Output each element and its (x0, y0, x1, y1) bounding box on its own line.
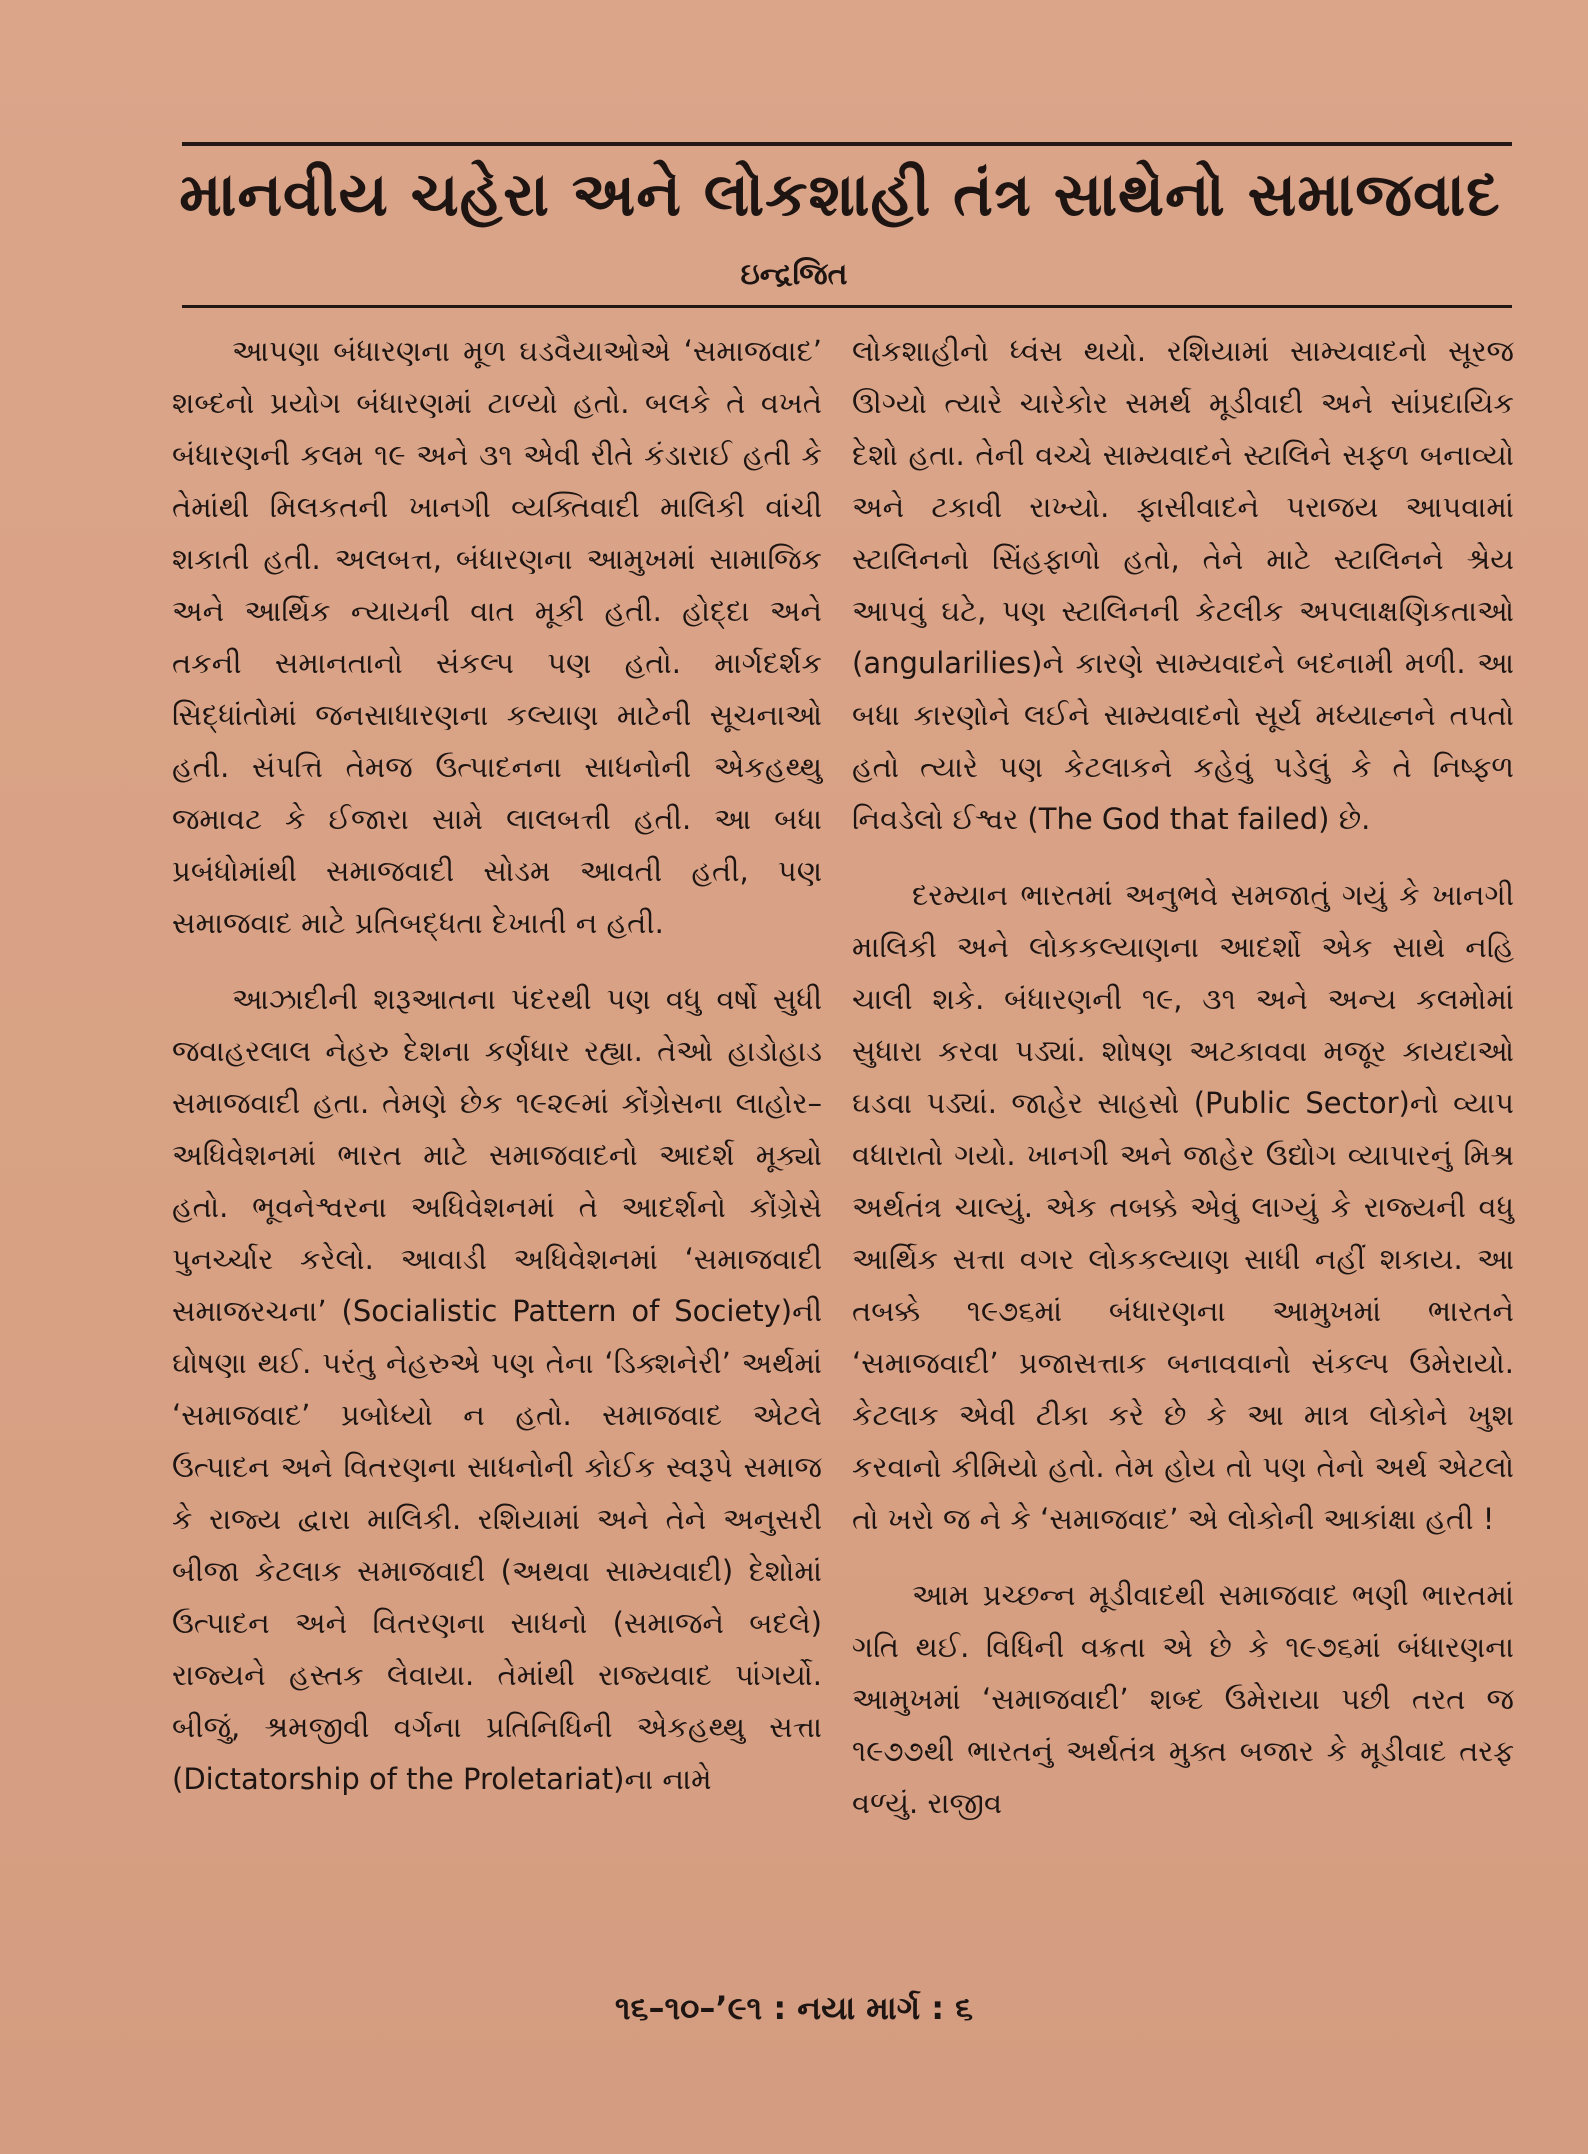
article-title: માનવીય ચહેરા અને લોકશાહી તંત્ર સાથેનો સમાજવાદ (179, 160, 1501, 230)
left-column (172, 325, 822, 1960)
paragraph: આમ પ્રચ્છન્ન મૂડીવાદથી સમાજવાદ ભણી ભારતમાં ગતિ થઈ. વિધિની વક્રતા એ છે કે ૧૯૭૬માં બંધારણના આમુખમાં ‘સમાજવાદી’ શબ્દ ઉમેરાયા પછી તરત જ ૧૯૭૭થી ભારતનું અર્થતંત્ર મુક્ત બજાર કે મૂડીવાદ તરફ વળ્યું. રાજીવ (852, 1578, 1514, 1820)
top-rule (182, 142, 1512, 146)
right-column (852, 325, 1514, 1960)
title-rule (182, 305, 1512, 308)
paragraph: આઝાદીની શરૂઆતના પંદરથી પણ વધુ વર્ષો સુધી જવાહરલાલ નેહરુ દેશના કર્ણધાર રહ્યા. તેઓ હાડોહાડ સમાજવાદી હતા. તેમણે છેક ૧૯૨૯માં કોંગ્રેસના લાહોર–અધિવેશનમાં ભારત માટે સમાજવાદનો આદર્શ મૂક્યો હતો. ભૂવનેશ્વરના અધિવેશનમાં તે આદર્શનો કોંગ્રેસે પુનર્ચ્ચાર કરેલો. આવાડી અધિવેશનમાં ‘સમાજવાદી સમાજરચના’ (Socialistic Pattern of Society)ની ઘોષણા થઈ. પરંતુ નેહરુએ પણ તેના ‘ડિક્શનેરી’ અર્થમાં ‘સમાજવાદ’ પ્રબોધ્યો ન હતો. સમાજવાદ એટલે ઉત્પાદન અને વિતરણના સાધનોની કોઈક સ્વરૂપે સમાજ કે રાજ્ય દ્વારા માલિકી. રશિયામાં અને તેને અનુસરી બીજા કેટલાક સમાજવાદી (અથવા સામ્યવાદી) દેશોમાં ઉત્પાદન અને વિતરણના સાધનો (સમાજને બદલે) રાજ્યને હસ્તક લેવાયા. તેમાંથી રાજ્યવાદ પાંગર્યો. બીજું, શ્રમજીવી વર્ગના પ્રતિનિધિની એકહથ્થુ સત્તા (Dictatorship of the Proletariat)ના નામે (172, 982, 822, 1796)
paragraph: લોકશાહીનો ધ્વંસ થયો. રશિયામાં સામ્યવાદનો સૂરજ ઊગ્યો ત્યારે ચારેકોર સમર્થ મૂડીવાદી અને સાંપ્રદાયિક દેશો હતા. તેની વચ્ચે સામ્યવાદને સ્ટાલિને સફળ બનાવ્યો અને ટકાવી રાખ્યો. ફાસીવાદને પરાજય આપવામાં સ્ટાલિનનો સિંહફાળો હતો, તેને માટે સ્ટાલિનને શ્રેય આપવું ઘટે, પણ સ્ટાલિનની કેટલીક અપલાક્ષણિકતાઓ (angularilies)ને કારણે સામ્યવાદને બદનામી મળી. આ બધા કારણોને લઈને સામ્યવાદનો સૂર્ય મધ્યાહ્નને તપતો હતો ત્યારે પણ કેટલાકને કહેવું પડેલું કે તે નિષ્ફળ નિવડેલો ઈશ્વર (The God that failed) છે. (852, 334, 1514, 836)
paragraph: આપણા બંધારણના મૂળ ઘડવૈયાઓએ ‘સમાજવાદ’ શબ્દનો પ્રયોગ બંધારણમાં ટાળ્યો હતો. બલકે તે વખતે બંધારણની કલમ ૧૯ અને ૩૧ એવી રીતે કંડારાઈ હતી કે તેમાંથી મિલકતની ખાનગી વ્યક્તિવાદી માલિકી વાંચી શકાતી હતી. અલબત્ત, બંધારણના આમુખમાં સામાજિક અને આર્થિક ન્યાયની વાત મૂકી હતી. હોદ્દા અને તકની સમાનતાનો સંકલ્પ પણ હતો. માર્ગદર્શક સિદ્ધાંતોમાં જનસાધારણના કલ્યાણ માટેની સૂચનાઓ હતી. સંપત્તિ તેમજ ઉત્પાદનના સાધનોની એકહથ્થુ જમાવટ કે ઈજારા સામે લાલબત્તી હતી. આ બધા પ્રબંધોમાંથી સમાજવાદી સોડમ આવતી હતી, પણ સમાજવાદ માટે પ્રતિબદ્ધતા દેખાતી ન હતી. (172, 334, 822, 940)
paragraph: દરમ્યાન ભારતમાં અનુભવે સમજાતું ગયું કે ખાનગી માલિકી અને લોકકલ્યાણના આદર્શો એક સાથે નહિ ચાલી શકે. બંધારણની ૧૯, ૩૧ અને અન્ય કલમોમાં સુધારા કરવા પડ્યાં. શોષણ અટકાવવા મજૂર કાયદાઓ ઘડવા પડ્યાં. જાહેર સાહસો (Public Sector)નો વ્યાપ વધારાતો ગયો. ખાનગી અને જાહેર ઉદ્યોગ વ્યાપારનું મિશ્ર અર્થતંત્ર ચાલ્યું. એક તબક્કે એવું લાગ્યું કે રાજ્યની વધુ આર્થિક સત્તા વગર લોકકલ્યાણ સાધી નહીં શકાય. આ તબક્કે ૧૯૭૬માં બંધારણના આમુખમાં ભારતને ‘સમાજવાદી’ પ્રજાસત્તાક બનાવવાનો સંકલ્પ ઉમેરાયો. કેટલાક એવી ટીકા કરે છે કે આ માત્ર લોકોને ખુશ કરવાનો કીમિયો હતો. તેમ હોય તો પણ તેનો અર્થ એટલો તો ખરો જ ને કે ‘સમાજવાદ’ એ લોકોની આકાંક્ષા હતી ! (852, 878, 1514, 1536)
article-author: ઇન્દ્રજિત (740, 257, 848, 292)
page-footer: ૧૬–૧૦–’૯૧ : નયા માર્ગ : ૬ (614, 1989, 974, 2027)
